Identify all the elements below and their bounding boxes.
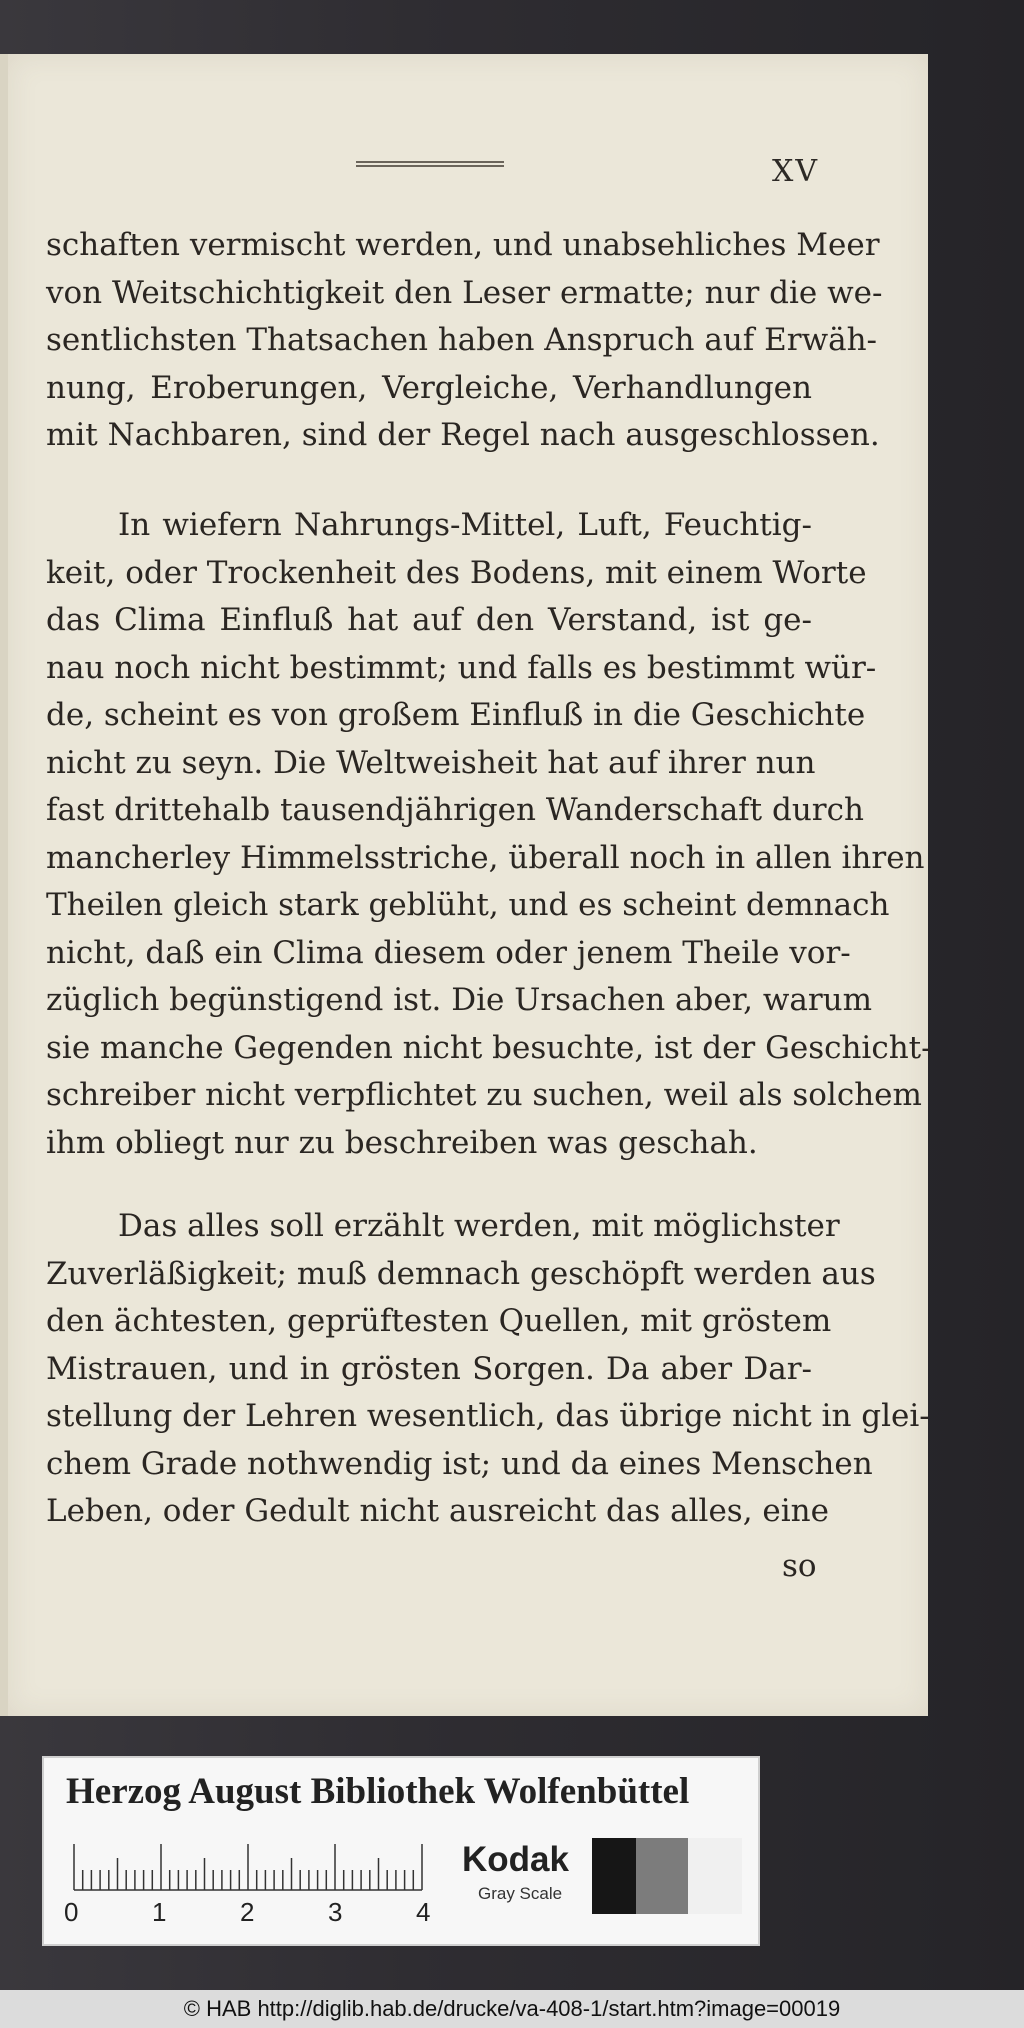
text-line: fast drittehalb tausendjährigen Wanderschaft durch	[46, 792, 864, 828]
kodak-logo: Kodak	[462, 1840, 569, 1879]
ruler-number: 1	[152, 1897, 167, 1927]
gray-swatch	[688, 1838, 742, 1914]
text-line: mit Nachbaren, sind der Regel nach ausgeschlossen.	[46, 417, 880, 453]
text-line: nicht, daß ein Clima diesem oder jenem Theile vor-	[46, 934, 851, 971]
text-line: das Clima Einfluß hat auf den Verstand, ist ge-	[46, 602, 812, 638]
text-line: mancherley Himmelsstriche, überall noch in allen ihren	[46, 839, 925, 876]
text-line: ihm obliegt nur zu beschreiben was geschah.	[46, 1124, 758, 1161]
text-line: züglich begünstigend ist. Die Ursachen aber, warum	[46, 982, 873, 1018]
text-line: nicht zu seyn. Die Weltweisheit hat auf ihrer nun	[46, 744, 816, 781]
text-line: chem Grade nothwendig ist; und da eines Menschen	[46, 1445, 873, 1482]
measurement-ruler	[68, 1838, 428, 1894]
ruler-number: 4	[416, 1897, 431, 1927]
gray-swatch	[636, 1838, 688, 1914]
text-line: In wiefern Nahrungs-Mittel, Luft, Feuchtig-	[118, 507, 812, 543]
footer-bar	[0, 1990, 1024, 2028]
header-rule	[356, 161, 504, 169]
text-line: schaften vermischt werden, und unabsehliches Meer	[46, 227, 880, 263]
text-line: Das alles soll erzählt werden, mit möglichster	[118, 1208, 840, 1244]
gray-scale-swatches	[592, 1838, 742, 1914]
text-line: de, scheint es von großem Einfluß in die Geschichte	[46, 697, 866, 733]
gray-swatch	[592, 1838, 636, 1914]
text-line: stellung der Lehren wesentlich, das übrige nicht in glei-	[46, 1398, 930, 1434]
text-line: sentlichsten Thatsachen haben Anspruch auf Erwäh-	[46, 322, 878, 358]
text-line: Zuverläßigkeit; muß demnach geschöpft werden aus	[46, 1255, 876, 1292]
text-line: Theilen gleich stark geblüht, und es scheint demnach	[46, 887, 890, 923]
library-title: Herzog August Bibliothek Wolfenbüttel	[66, 1771, 690, 1812]
catchword: so	[782, 1548, 817, 1584]
text-line: von Weitschichtigkeit den Leser ermatte; nur die we-	[46, 274, 883, 311]
kodak-subtitle: Gray Scale	[478, 1884, 563, 1903]
text-line: nung, Eroberungen, Vergleiche, Verhandlungen	[46, 369, 812, 406]
copyright-link[interactable]: © HAB http://diglib.hab.de/drucke/va-408-1/start.htm?image=00019	[183, 1996, 841, 2021]
ruler-number: 3	[328, 1897, 343, 1927]
paragraph-1	[46, 222, 883, 460]
text-line: schreiber nicht verpflichtet zu suchen, weil als solchem	[46, 1077, 922, 1113]
text-line: den ächtesten, geprüftesten Quellen, mit gröstem	[46, 1303, 832, 1339]
paragraph-2	[46, 502, 932, 1167]
paragraph-3	[46, 1203, 930, 1536]
text-line: sie manche Gegenden nicht besuchte, ist der Geschicht-	[46, 1029, 932, 1066]
page-number: XV	[772, 154, 820, 189]
text-line: Mistrauen, und in grösten Sorgen. Da aber Dar-	[46, 1350, 812, 1387]
ruler-number: 0	[64, 1897, 79, 1927]
text-line: Leben, oder Gedult nicht ausreicht das alles, eine	[46, 1493, 829, 1529]
ruler-number: 2	[240, 1897, 255, 1927]
text-line: nau noch nicht bestimmt; und falls es bestimmt wür-	[46, 649, 877, 686]
library-label-card	[42, 1756, 760, 1946]
text-line: keit, oder Trockenheit des Bodens, mit einem Worte	[46, 554, 867, 591]
